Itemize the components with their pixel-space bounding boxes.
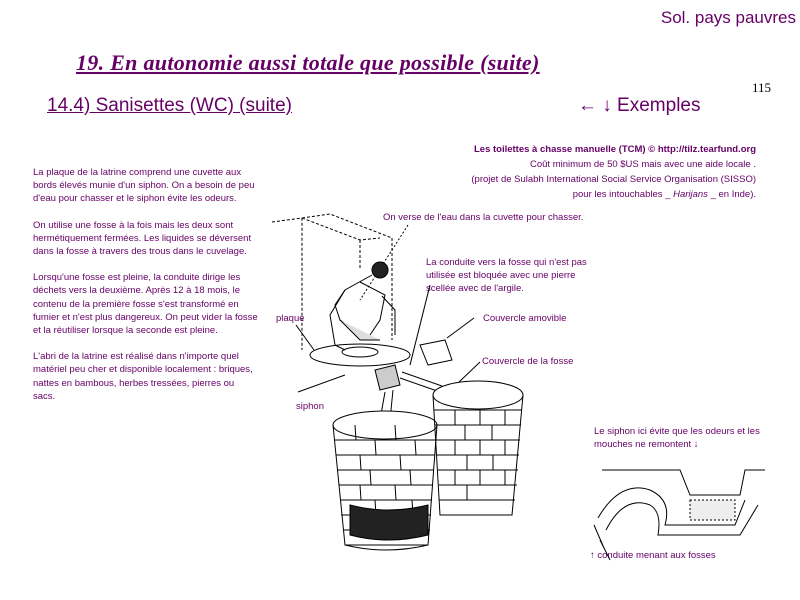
page-title: 19. En autonomie aussi totale que possible (suite) — [76, 50, 540, 75]
person-figure — [330, 262, 395, 350]
source-title[interactable]: Les toilettes à chasse manuelle (TCM) © http://tilz.tearfund.org — [473, 144, 756, 155]
source-target-b: _ en Inde). — [707, 189, 756, 200]
label-siphon: siphon — [296, 401, 324, 412]
pit-left-contents — [350, 505, 428, 540]
pointer-pit-cover — [458, 362, 480, 383]
label-pit-cover: Couvercle de la fosse — [482, 356, 574, 367]
nav-examples-link[interactable]: ← ↓ Exemples — [578, 95, 701, 116]
label-pipe-to-pits: ↑ conduite menant aux fosses — [590, 550, 716, 561]
source-cost: Coût minimum de 50 $US mais avec une aide locale . — [529, 159, 756, 170]
junction-box — [375, 365, 400, 390]
label-plaque: plaque — [276, 313, 305, 324]
paragraph-abri: L'abri de la latrine est réalisé dans n'importe quel matériel peu cher et disponible localement : briques, nattes en bambous, herbes tressées, pierres ou sacs. — [33, 351, 253, 402]
source-target-italic: Harijans — [673, 189, 708, 200]
pointer-cover — [447, 318, 474, 338]
source-project: (projet de Sulabh International Social Service Organisation (SISSO) — [471, 174, 756, 185]
section-subtitle-link[interactable]: 14.4) Sanisettes (WC) (suite) — [47, 95, 292, 116]
label-siphon-note: Le siphon ici évite que les odeurs et les mouches ne remontent ↓ — [594, 426, 760, 450]
removable-cover-shape — [420, 340, 452, 365]
label-removable-cover: Couvercle amovible — [483, 313, 567, 324]
label-pipe-blocked: La conduite vers la fosse qui n'est pas utilisée est bloquée avec une pierre scellée avec de l'argile. — [426, 257, 587, 294]
source-target-a: pour les intouchables _ — [572, 189, 674, 200]
corner-title: Sol. pays pauvres — [660, 8, 796, 27]
pointer-plaque — [296, 325, 314, 350]
siphon-detail — [594, 470, 765, 560]
paragraph-plaque: La plaque de la latrine comprend une cuvette aux bords élevés munie d'un siphon. On a besoin de peu d'eau pour chasser et le siphon évite les odeurs. — [33, 167, 255, 205]
pointer-siphon — [298, 375, 345, 392]
label-pour-water: On verse de l'eau dans la cuvette pour chasser. — [383, 212, 584, 223]
paragraph-fosse: On utilise une fosse à la fois mais les deux sont hermétiquement fermées. Les liquides se déversent dans la fosse à travers des trous dans le cuvelage. — [33, 219, 252, 258]
paragraph-conduite: Lorsqu'une fosse est pleine, la conduite dirige les déchets vers la deuxième. Après 12 à 18 mois, le contenu de la première fosse s'est transformé en fumier et n'est plus dangereux. On peut vider la fosse et la réutiliser lorsque la seconde est pleine. — [33, 272, 258, 337]
pit-left-top — [333, 411, 437, 439]
pit-right-top — [433, 381, 523, 409]
pit-right-bricks — [434, 410, 522, 500]
page-number: 115 — [752, 80, 772, 95]
